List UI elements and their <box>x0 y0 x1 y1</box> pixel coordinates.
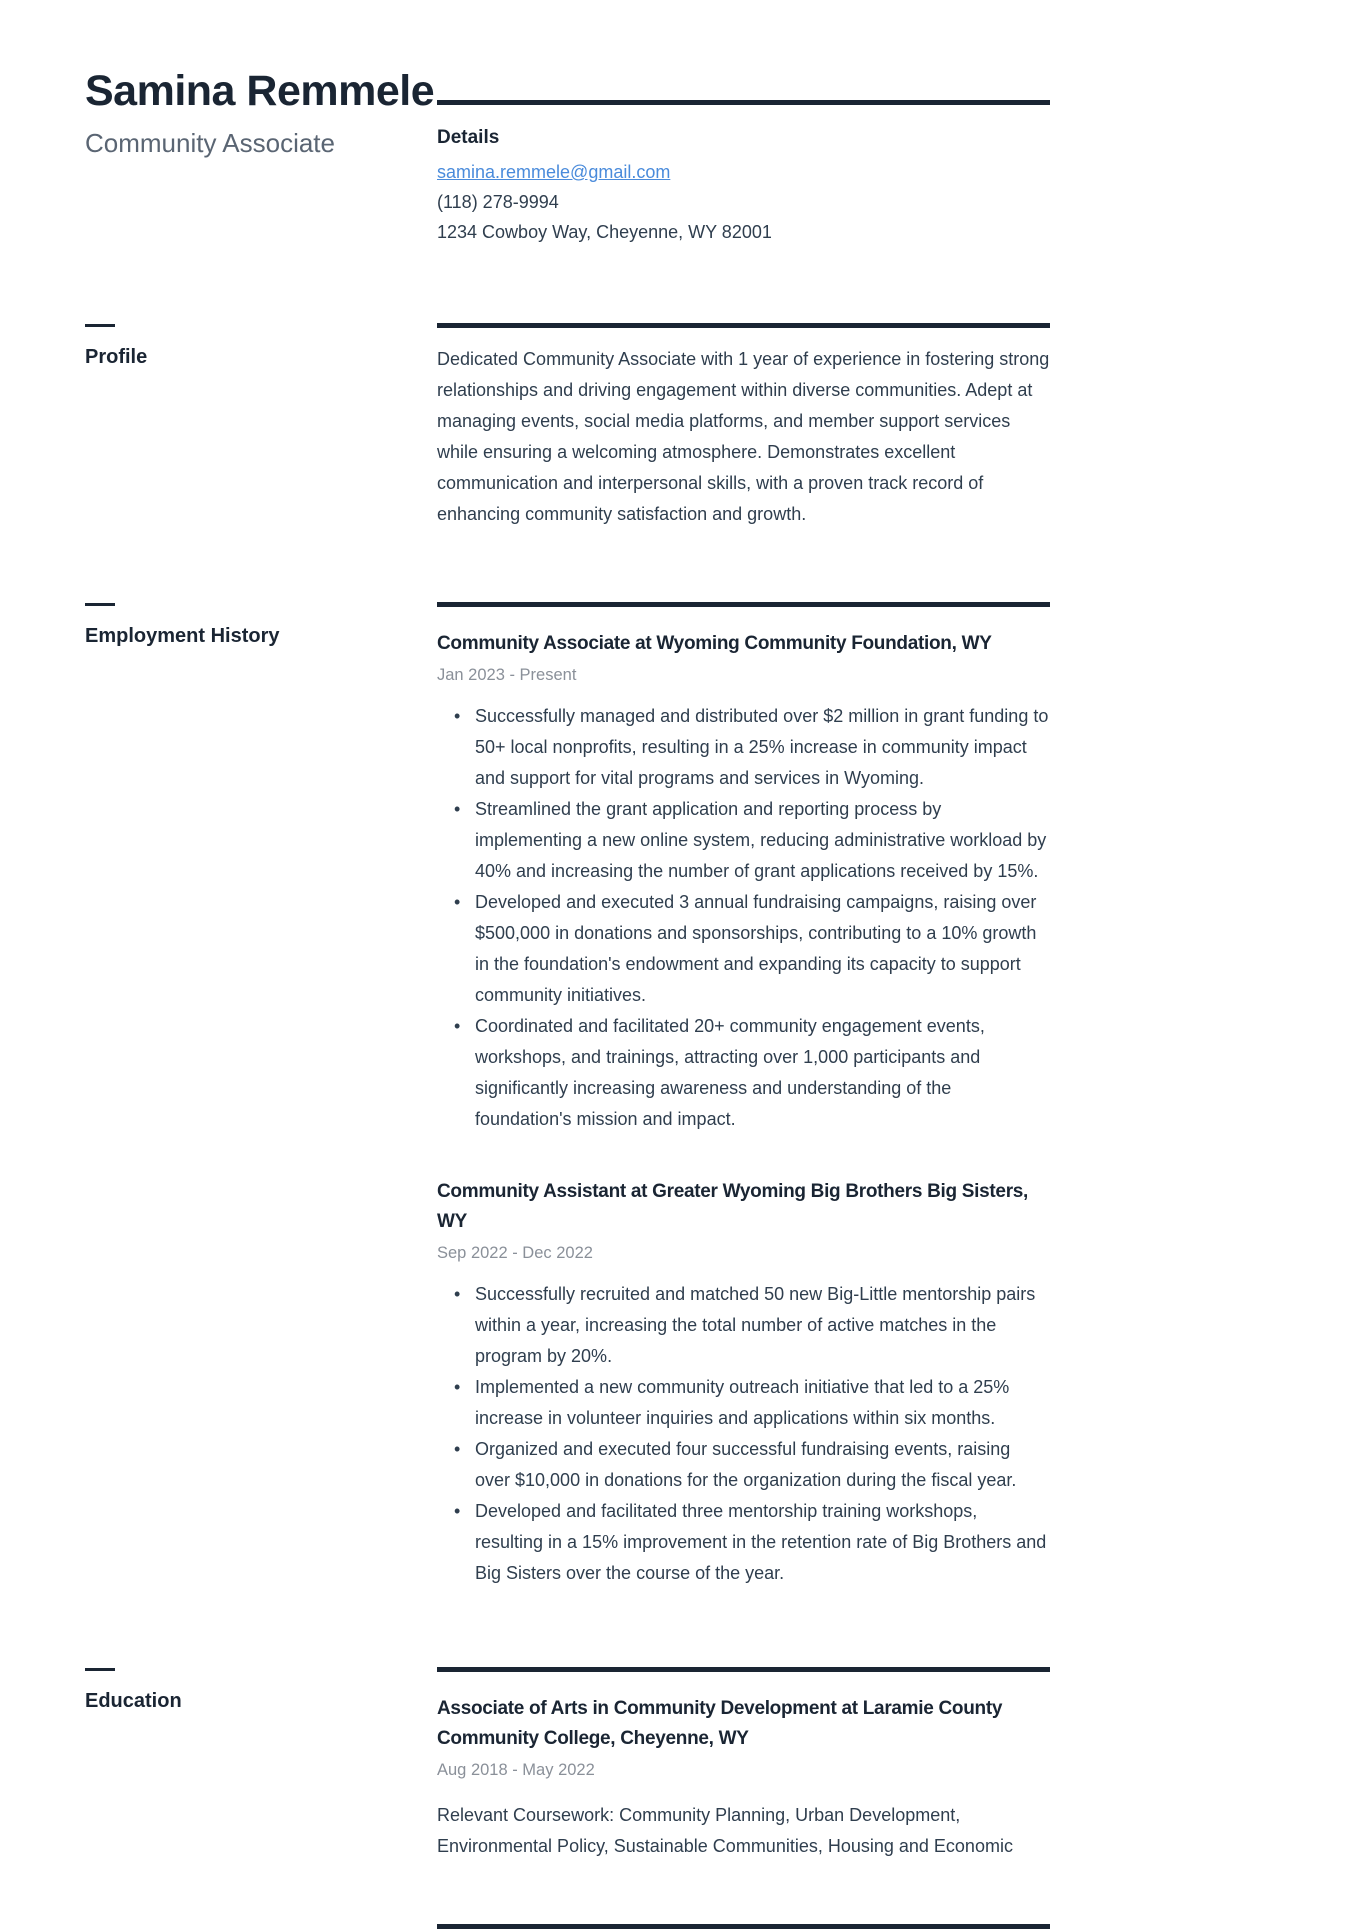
job-bullet: • Coordinated and facilitated 20+ community engagement events, workshops, and trainings, attracting over 1,000 participants and significantly increasing awareness and understanding of the foundation's mission and impact. <box>437 1011 1050 1135</box>
email-link[interactable]: samina.remmele@gmail.com <box>437 162 671 182</box>
sidebar-heading-profile: Profile <box>85 346 148 368</box>
details-section-rule <box>437 100 1050 105</box>
contact-email-line <box>437 157 1050 187</box>
job-bullet: • Streamlined the grant application and reporting process by implementing a new online system, reducing administrative workload by 40% and increasing the number of grant applications received by 15%. <box>437 794 1050 887</box>
person-job-title: Community Associate <box>85 128 335 158</box>
employment-dash-icon <box>85 603 115 606</box>
profile-section <box>0 323 1366 530</box>
education-entry <box>437 1694 1050 1862</box>
sidebar-heading-education: Education <box>85 1690 182 1712</box>
contact-phone: (118) 278-9994 <box>437 192 559 212</box>
job-bullet-list <box>437 1279 1050 1589</box>
education-dates: Aug 2018 - May 2022 <box>437 1761 595 1779</box>
education-description: Relevant Coursework: Community Planning, Urban Development, Environmental Policy, Sustainable Communities, Housing and Economic <box>437 1805 1013 1856</box>
education-section-rule <box>437 1667 1050 1672</box>
job-dates: Sep 2022 - Dec 2022 <box>437 1244 593 1262</box>
sidebar-heading-employment: Employment History <box>85 625 280 647</box>
contact-address: 1234 Cowboy Way, Cheyenne, WY 82001 <box>437 222 772 242</box>
education-dash-icon <box>85 1668 115 1671</box>
person-name: Samina Remmele <box>85 67 435 115</box>
contact-block <box>437 157 1050 247</box>
job-bullet: • Successfully recruited and matched 50 new Big-Little mentorship pairs within a year, increasing the total number of active matches in the program by 20%. <box>437 1279 1050 1372</box>
profile-section-rule <box>437 323 1050 328</box>
job-bullet: • Developed and executed 3 annual fundraising campaigns, raising over $500,000 in donations and sponsorships, contributing to a 10% growth in the foundation's endowment and expanding its capacity to support community initiatives. <box>437 887 1050 1011</box>
employment-section-rule <box>437 602 1050 607</box>
job-entry <box>437 629 1050 1135</box>
header-section <box>0 0 1366 247</box>
profile-text: Dedicated Community Associate with 1 year of experience in fostering strong relationships and driving engagement within diverse communities. Adept at managing events, social media platforms, and member support services while ensuring a welcoming atmosphere. Demonstrates excellent communication and interpersonal skills, with a proven track record of enhancing community satisfaction and growth. <box>437 349 1050 524</box>
job-title: Community Assistant at Greater Wyoming Big Brothers Big Sisters, WY <box>437 1181 1029 1232</box>
details-heading: Details <box>437 127 500 148</box>
next-section-rule <box>437 1924 1050 1929</box>
employment-section <box>0 602 1366 1589</box>
job-bullet: • Developed and facilitated three mentorship training workshops, resulting in a 15% improvement in the retention rate of Big Brothers and Big Sisters over the course of the year. <box>437 1496 1050 1589</box>
job-bullet: • Implemented a new community outreach initiative that led to a 25% increase in volunteer inquiries and applications within six months. <box>437 1372 1050 1434</box>
job-entry <box>437 1177 1050 1589</box>
education-title: Associate of Arts in Community Development at Laramie County Community College, Cheyenne, WY <box>437 1698 1003 1749</box>
job-bullet-list <box>437 701 1050 1135</box>
profile-dash-icon <box>85 324 115 327</box>
job-dates: Jan 2023 - Present <box>437 666 577 684</box>
job-bullet: • Organized and executed four successful fundraising events, raising over $10,000 in donations for the organization during the fiscal year. <box>437 1434 1050 1496</box>
education-section <box>0 1667 1366 1862</box>
job-title: Community Associate at Wyoming Community Foundation, WY <box>437 633 992 654</box>
job-bullet: • Successfully managed and distributed over $2 million in grant funding to 50+ local nonprofits, resulting in a 25% increase in community impact and support for vital programs and services in Wyoming. <box>437 701 1050 794</box>
